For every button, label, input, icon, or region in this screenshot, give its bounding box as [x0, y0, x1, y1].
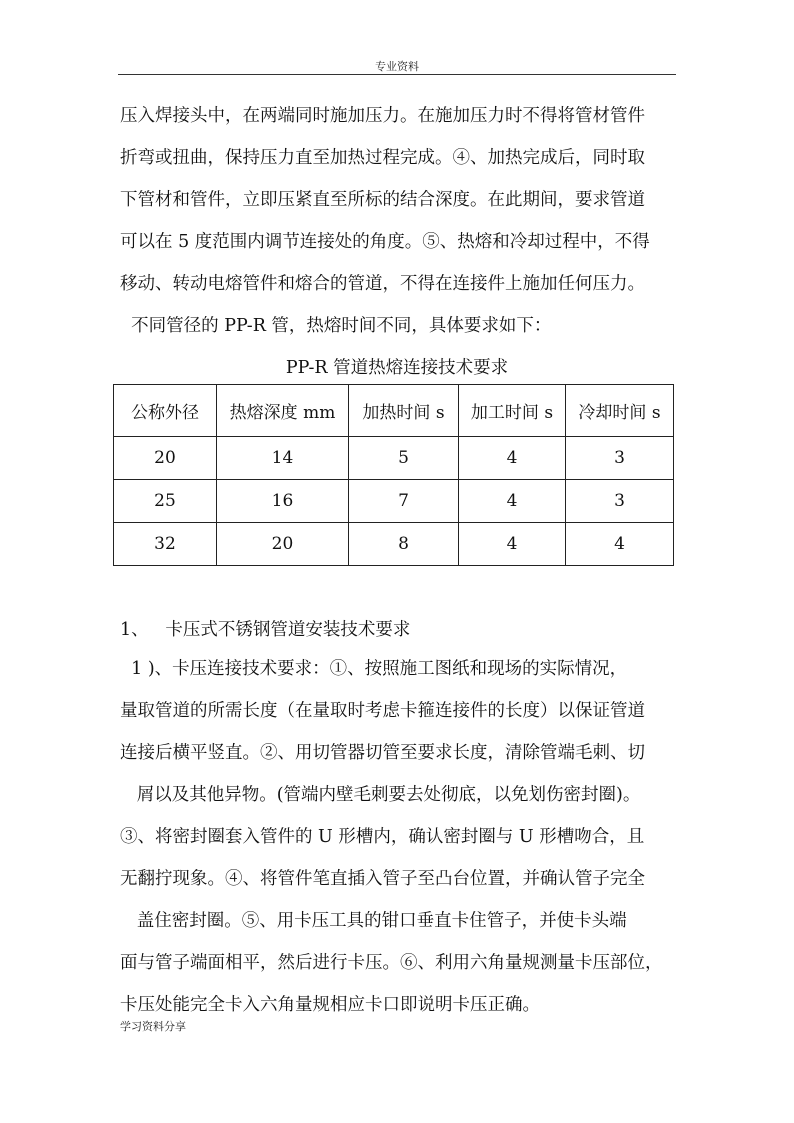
table-cell: 3 — [566, 437, 674, 480]
text-line: 不同管径的 PP-R 管，热熔时间不同，具体要求如下： — [120, 316, 552, 336]
table-cell: 4 — [459, 437, 566, 480]
table-cell: 7 — [349, 480, 459, 523]
table-cell: 20 — [114, 437, 217, 480]
table-row — [114, 437, 674, 480]
table-header-cell: 冷却时间 s — [566, 385, 674, 437]
page-header-label: 专业资料 — [375, 60, 419, 73]
section-heading: 1、 卡压式不锈钢管道安装技术要求 — [120, 620, 411, 640]
text-line: 盖住密封圈。⑤、用卡压工具的钳口垂直卡住管子，并使卡头端 — [120, 911, 627, 931]
table-cell: 8 — [349, 523, 459, 566]
table-cell: 4 — [459, 480, 566, 523]
table-header-row — [114, 385, 674, 437]
table-cell: 4 — [566, 523, 674, 566]
text-line: 连接后横平竖直。②、用切管器切管至要求长度，清除管端毛刺、切 — [120, 743, 645, 763]
table-cell: 16 — [217, 480, 349, 523]
text-line: 移动、转动电熔管件和熔合的管道，不得在连接件上施加任何压力。 — [120, 274, 645, 294]
text-line: 卡压处能完全卡入六角量规相应卡口即说明卡压正确。 — [120, 995, 540, 1015]
table-cell: 4 — [459, 523, 566, 566]
table-row — [114, 480, 674, 523]
table-cell: 25 — [114, 480, 217, 523]
table-row — [114, 523, 674, 566]
text-line: ③、将密封圈套入管件的 U 形槽内，确认密封圈与 U 形槽吻合，且 — [120, 827, 645, 847]
text-line: 折弯或扭曲，保持压力直至加热过程完成。④、加热完成后，同时取 — [120, 148, 645, 168]
text-line: 屑以及其他异物。(管端内壁毛刺要去处彻底，以免划伤密封圈)。 — [120, 785, 641, 805]
text-line: 量取管道的所需长度（在量取时考虑卡箍连接件的长度）以保证管道 — [120, 701, 645, 721]
text-line: 下管材和管件，立即压紧直至所标的结合深度。在此期间，要求管道 — [120, 190, 645, 210]
ppr-spec-table — [113, 384, 674, 566]
table-cell: 20 — [217, 523, 349, 566]
table-header-cell: 加热时间 s — [349, 385, 459, 437]
table-cell: 5 — [349, 437, 459, 480]
text-line: 1 )、卡压连接技术要求：①、按照施工图纸和现场的实际情况， — [120, 659, 628, 679]
table-cell: 14 — [217, 437, 349, 480]
text-line: 压入焊接头中，在两端同时施加压力。在施加压力时不得将管材管件 — [120, 106, 645, 126]
table-header-cell: 公称外径 — [114, 385, 217, 437]
header-divider — [118, 74, 676, 75]
page-footer-label: 学习资料分享 — [120, 1020, 186, 1033]
table-cell: 3 — [566, 480, 674, 523]
text-line: 可以在 5 度范围内调节连接处的角度。⑤、热熔和冷却过程中，不得 — [120, 232, 650, 252]
table-header-cell: 加工时间 s — [459, 385, 566, 437]
table-header-cell: 热熔深度 mm — [217, 385, 349, 437]
table-title: PP-R 管道热熔连接技术要求 — [285, 358, 509, 378]
table-cell: 32 — [114, 523, 217, 566]
text-line: 面与管子端面相平，然后进行卡压。⑥、利用六角量规测量卡压部位， — [120, 953, 663, 973]
text-line: 无翻拧现象。④、将管件笔直插入管子至凸台位置，并确认管子完全 — [120, 869, 645, 889]
